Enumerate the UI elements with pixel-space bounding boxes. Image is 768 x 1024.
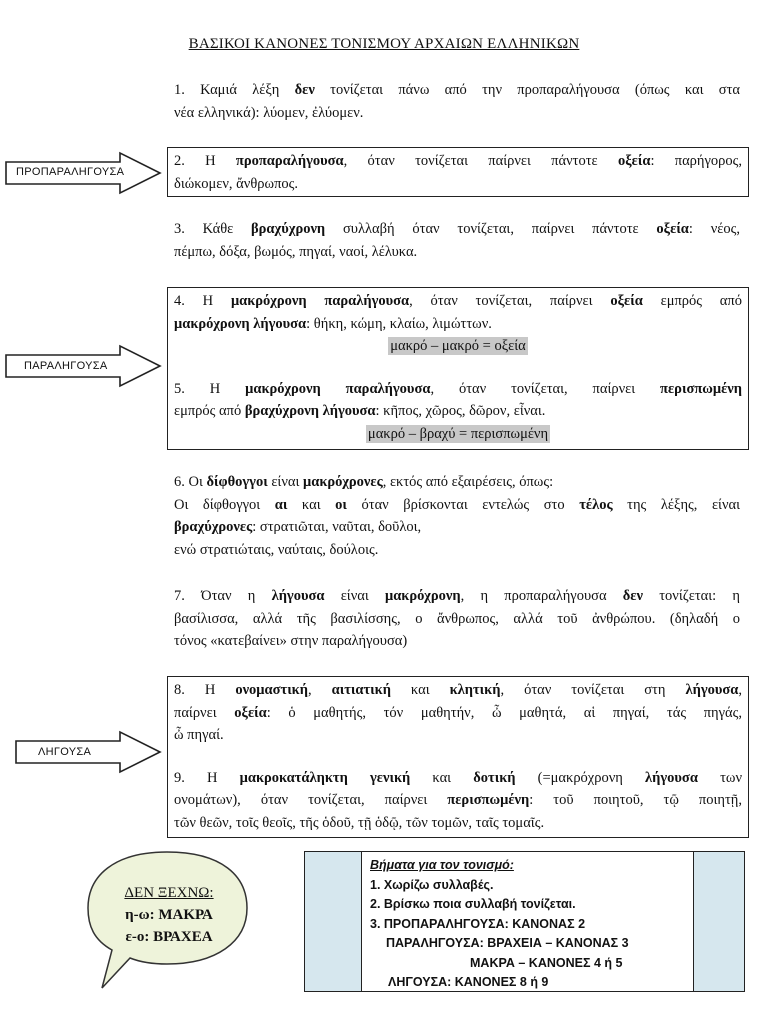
rule-7-line-2: βασίλισσα, αλλά τῆς βασιλίσσης, ο ἄνθρωπος, αλλά τοῦ ἀνθρώπου. (δηλαδή ο <box>174 610 740 627</box>
rule-4-formula: μακρό – μακρό = οξεία <box>390 338 526 354</box>
rule-5-formula-row <box>174 423 742 446</box>
steps-table <box>304 851 745 992</box>
steps-heading: Βήματα για τον τονισμό: <box>370 858 514 872</box>
rule-8-line-1: 8. Η ονομαστική, αιτιατική και κλητική, όταν τονίζεται στη λήγουσα, <box>174 682 742 698</box>
rule-2-line-2: διώκομεν, ἄνθρωπος. <box>174 175 299 192</box>
step-3-legousa: ΛΗΓΟΥΣΑ: ΚΑΝΟΝΕΣ 8 ή 9 <box>388 975 549 989</box>
r1-c: τονίζεται πάνω από την προπαραλήγουσα (όπως και στα <box>314 82 741 98</box>
bubble-line-1: ΔΕΝ ΞΕΧΝΩ: <box>124 885 214 901</box>
bubble-line-2: η-ω: ΜΑΚΡΑ <box>125 907 213 923</box>
step-3-paralegousa: ΠΑΡΑΛΗΓΟΥΣΑ: ΒΡΑΧΕΙΑ – ΚΑΝΟΝΑΣ 3 <box>386 936 629 950</box>
rule-3-line-2: πέμπω, δόξα, βωμός, πηγαί, ναοί, λέλυκα. <box>174 243 418 260</box>
r1-a: 1. Καμιά λέξη <box>174 82 295 98</box>
page-title: ΒΑΣΙΚΟΙ ΚΑΝΟΝΕΣ ΤΟΝΙΣΜΟΥ ΑΡΧΑΙΩΝ ΕΛΛΗΝΙΚΩΝ <box>188 36 580 52</box>
rule-5-line-1: 5. Η μακρόχρονη παραλήγουσα, όταν τονίζεται, παίρνει περισπωμένη <box>174 380 742 397</box>
rule-5-formula: μακρό – βραχύ = περισπωμένη <box>367 425 549 442</box>
rule-2-line-1: 2. Η προπαραλήγουσα, όταν τονίζεται παίρνει πάντοτε οξεία: παρήγορος, <box>174 153 742 169</box>
arrow-label-proparalegousa: ΠΡΟΠΑΡΑΛΗΓΟΥΣΑ <box>16 166 125 178</box>
rule-6-line-1: 6. Οι δίφθογγοι είναι μακρόχρονες, εκτός από εξαιρέσεις, όπως: <box>174 474 554 490</box>
rule-4-line-1: 4. Η μακρόχρονη παραλήγουσα, όταν τονίζεται, παίρνει οξεία εμπρός από <box>174 293 742 309</box>
rule-4-line-2: μακρόχρονη λήγουσα: θήκη, κώμη, κλαίω, λιμώττων. <box>174 315 492 332</box>
rule-2-box <box>167 147 749 197</box>
rule-9-line-3: τῶν θεῶν, τοῖς θεοῖς, τῆς ὁδοῦ, τῇ ὁδῷ, τῶν τομῶν, ταῖς τομαῖς. <box>174 814 545 831</box>
steps-content <box>362 852 693 991</box>
step-1: 1. Χωρίζω συλλαβές. <box>370 877 494 892</box>
rule-6-line-2: Οι δίφθογγοι αι και οι όταν βρίσκονται εντελώς στο τέλος της λέξης, είναι <box>174 496 740 513</box>
rule-3 <box>174 218 740 263</box>
bubble-text <box>88 882 250 948</box>
rule-9-line-2: ονομάτων), όταν τονίζεται, παίρνει περισπωμένη: τοῦ ποιητοῦ, τῷ ποιητῇ, <box>174 792 743 808</box>
rule-4-formula-row <box>174 335 742 358</box>
rule-9-line-1: 9. Η μακροκατάληκτη γενική και δοτική (=μακρόχρονη λήγουσα των <box>174 769 742 786</box>
step-3: 3. ΠΡΟΠΑΡΑΛΗΓΟΥΣΑ: ΚΑΝΟΝΑΣ 2 <box>370 916 586 931</box>
rule-8-line-3: ὦ πηγαί. <box>174 727 224 743</box>
rule-8-line-2: παίρνει οξεία: ὁ μαθητής, τόν μαθητήν, ὦ μαθητά, αἱ πηγαί, τάς πηγάς, <box>174 704 742 721</box>
rule-1 <box>174 79 740 124</box>
r1-b: δεν <box>294 82 315 98</box>
rule-7 <box>174 585 740 653</box>
rule-6-line-3: βραχύχρονες: στρατιῶται, ναῦται, δοῦλοι, <box>174 519 422 535</box>
bubble-line-3: ε-ο: ΒΡΑΧΕΑ <box>125 929 213 945</box>
rule-5-line-2: εμπρός από βραχύχρονη λήγουσα: κῆπος, χῶρος, δῶρον, εἶναι. <box>174 403 546 419</box>
rule-1-line-2: νέα ελληνικά): λύομεν, ἐλύομεν. <box>174 104 364 121</box>
rule-1-line-1 <box>174 79 740 102</box>
rule-7-line-3: τόνος «κατεβαίνει» στην παραλήγουσα) <box>174 633 408 649</box>
step-2: 2. Βρίσκω ποια συλλαβή τονίζεται. <box>370 897 576 911</box>
rule-3-line-1: 3. Κάθε βραχύχρονη συλλαβή όταν τονίζεται, παίρνει πάντοτε οξεία: νέος, <box>174 221 740 237</box>
arrow-label-legousa: ΛΗΓΟΥΣΑ <box>38 746 92 758</box>
step-3-makra: ΜΑΚΡΑ – ΚΑΝΟΝΕΣ 4 ή 5 <box>470 955 623 970</box>
steps-left-cell <box>305 852 362 991</box>
rules-8-9-box <box>167 676 749 838</box>
arrow-label-paralegousa: ΠΑΡΑΛΗΓΟΥΣΑ <box>24 360 108 372</box>
rules-4-5-box <box>167 287 749 450</box>
rule-7-line-1: 7. Όταν η λήγουσα είναι μακρόχρονη, η προπαραλήγουσα δεν τονίζεται: η <box>174 588 740 604</box>
rule-6 <box>174 471 740 561</box>
steps-right-cell <box>693 852 744 991</box>
rule-6-line-4: ενώ στρατιώταις, ναύταις, δούλοις. <box>174 541 379 558</box>
